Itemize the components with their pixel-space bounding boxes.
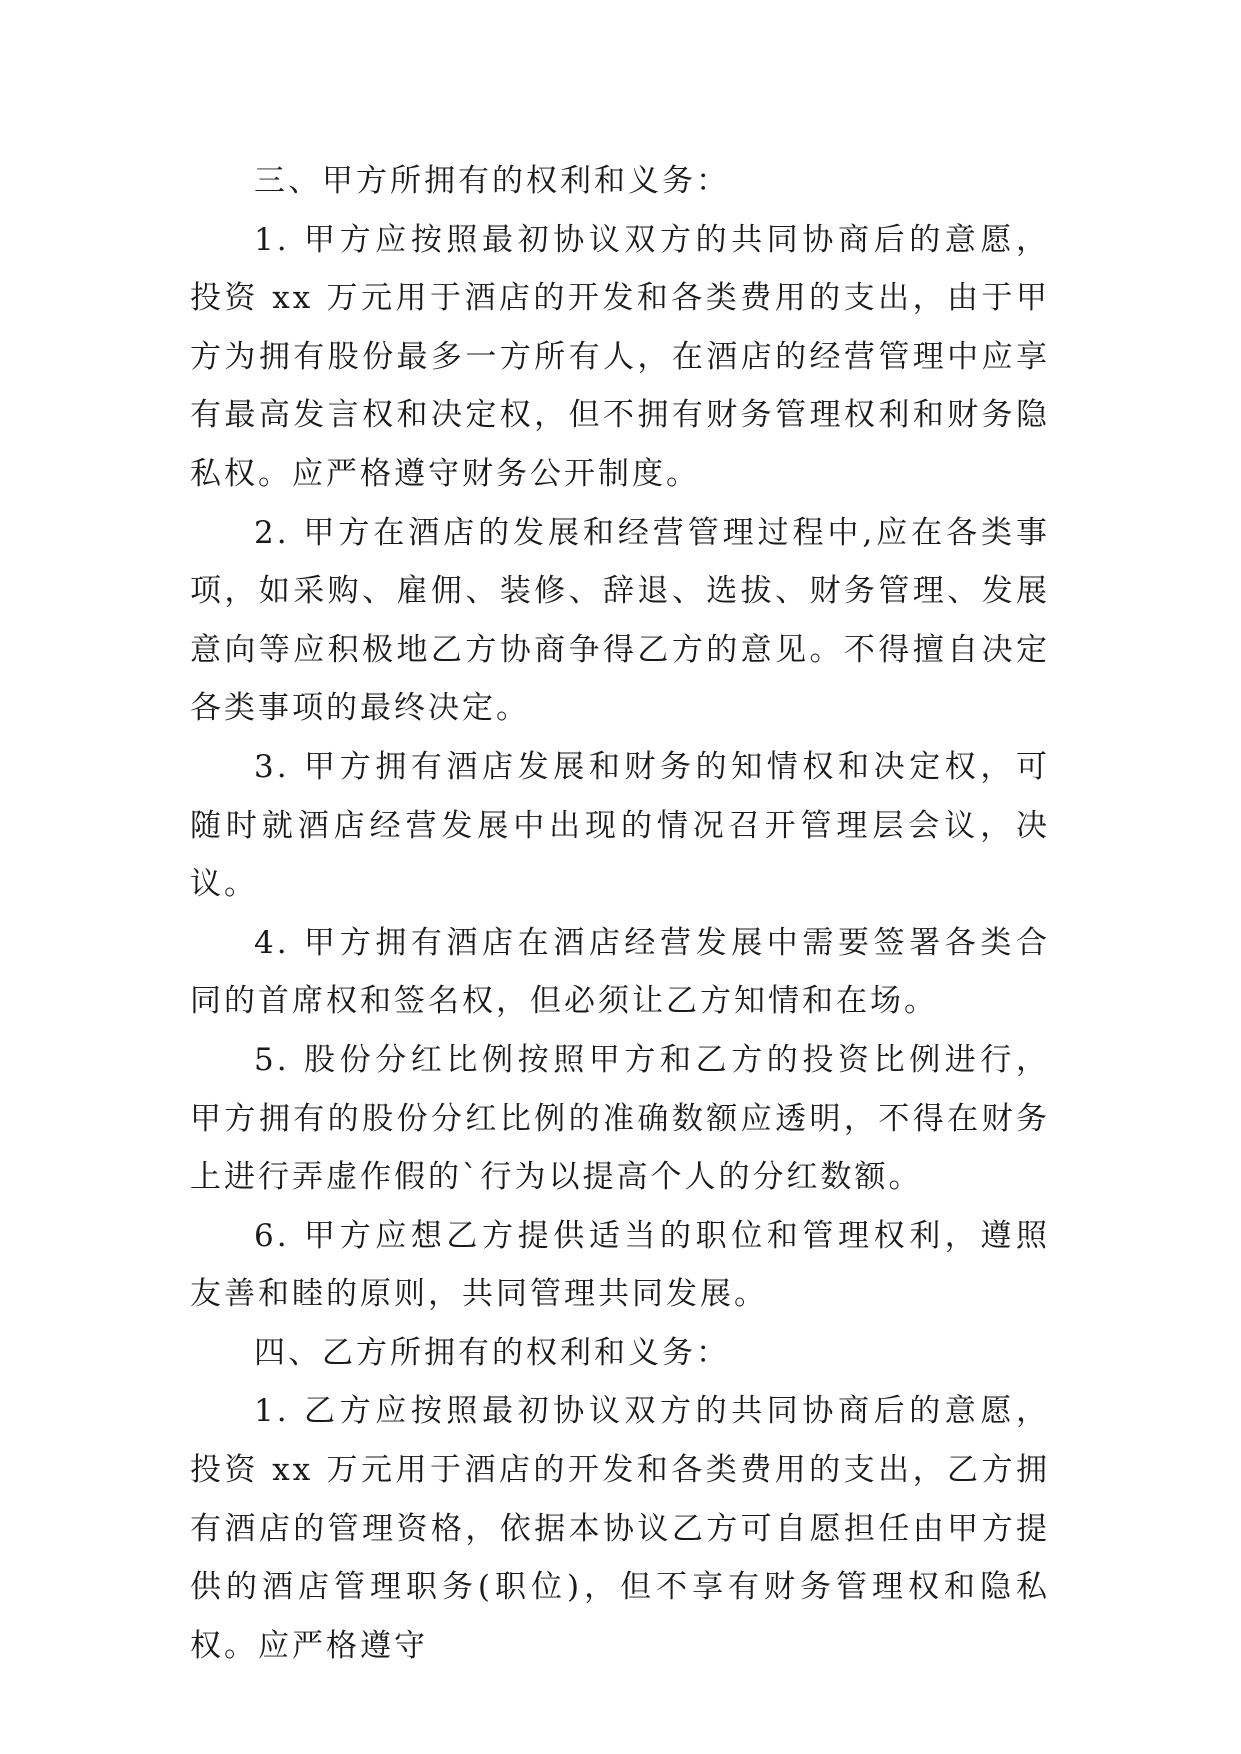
- section-3-item-3: 3. 甲方拥有酒店发展和财务的知情权和决定权，可随时就酒店经营发展中出现的情况召开管理层会议，决议。: [190, 748, 1050, 903]
- section-3-item-5: 5. 股份分红比例按照甲方和乙方的投资比例进行，甲方拥有的股份分红比例的准确数额应透明，不得在财务上进行弄虚作假的`行为以提高个人的分红数额。: [190, 1041, 1050, 1196]
- section-4-heading: 四、乙方所拥有的权利和义务：: [254, 1334, 730, 1371]
- section-3-heading: 三、甲方所拥有的权利和义务：: [254, 163, 730, 199]
- section-3-item-2: 2. 甲方在酒店的发展和经营管理过程中,应在各类事项，如采购、雇佣、装修、辞退、选拔、财务管理、发展意向等应积极地乙方协商争得乙方的意见。不得擅自决定各类事项的最终决定。: [190, 514, 1050, 727]
- document-body: [190, 152, 1050, 1675]
- section-3-item-6: 6. 甲方应想乙方提供适当的职位和管理权利，遵照友善和睦的原则，共同管理共同发展。: [190, 1217, 1050, 1313]
- section-4-item-1: 1. 乙方应按照最初协议双方的共同协商后的意愿，投资 xx 万元用于酒店的开发和各类费用的支出，乙方拥有酒店的管理资格，依据本协议乙方可自愿担任由甲方提供的酒店管理职务(职位)，但不享有财务管理权和隐私权。应严格遵守: [190, 1393, 1050, 1664]
- section-3-item-1: 1. 甲方应按照最初协议双方的共同协商后的意愿，投资 xx 万元用于酒店的开发和各类费用的支出，由于甲方为拥有股份最多一方所有人，在酒店的经营管理中应享有最高发言权和决定权，但不拥有财务管理权利和财务隐私权。应严格遵守财务公开制度。: [190, 221, 1050, 492]
- section-3-item-4: 4. 甲方拥有酒店在酒店经营发展中需要签署各类合同的首席权和签名权，但必须让乙方知情和在场。: [190, 924, 1050, 1020]
